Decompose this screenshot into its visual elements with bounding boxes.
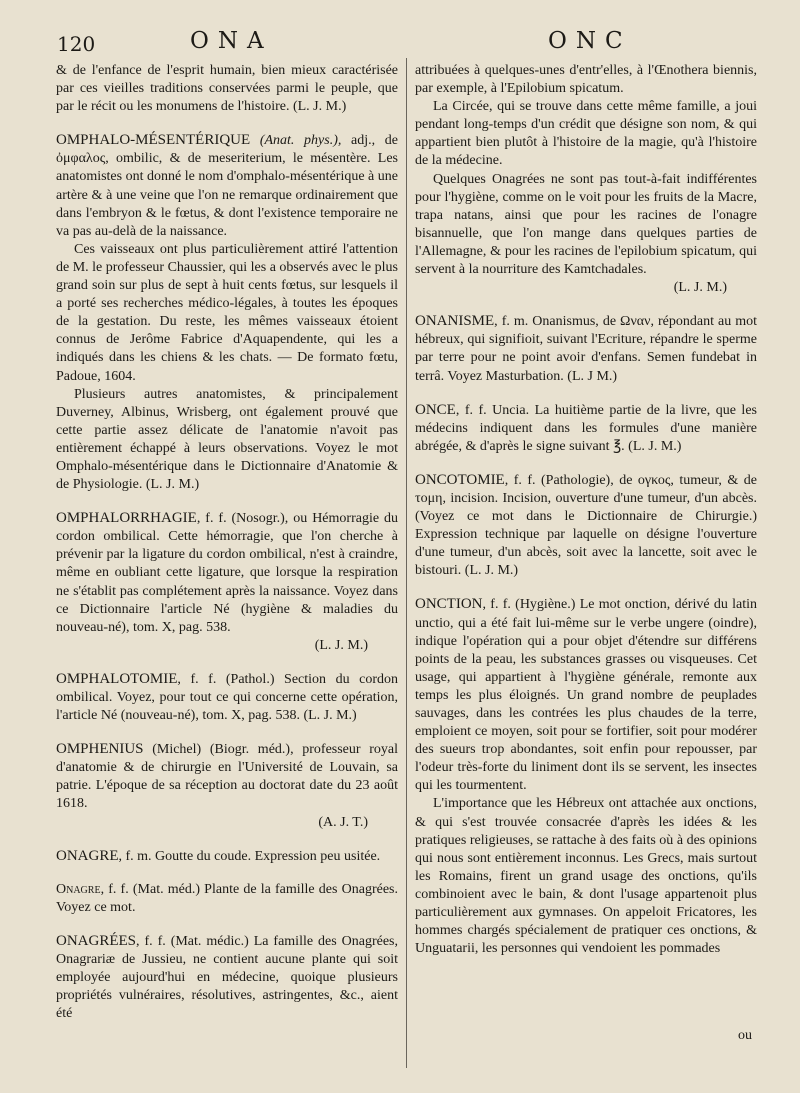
entry-onagre	[56, 847, 398, 866]
left-column	[56, 62, 398, 1023]
right-running-head: ONC	[548, 28, 632, 54]
catchword: ou	[738, 1028, 752, 1043]
signature: (A. J. T.)	[318, 814, 368, 830]
entry-onanisme	[415, 312, 757, 385]
entry-oncotomie	[415, 471, 757, 581]
entry-text: , f. f. (Mat. médic.) La famille des Onagrées, Onagrariæ de Jussieu, ne contient aucune plante qui soit employée aujourd'hui en médecine, quoique plusieurs propriétés vulnéraires, résolutives, astringentes, &c., aient été	[56, 933, 398, 1022]
paragraph: Ces vaisseaux ont plus particulièrement attiré l'attention de M. le professeur Chaussier, qui les a observés avec le plus grand soin sur plus de sept à huit cents fœtus, sur lesquels il a porté ses recherches médico-légales, à toutes les époques de la gestation. Du reste, les mêmes vaisseaux étoient connus de Jerôme Fabrice d'Aquapendente, qui les a indiqués dans les chiens & les chats. — De formato fœtu, Padoue, 1604.	[56, 241, 398, 384]
entry-headword: ONCE	[415, 401, 456, 418]
paragraph: attribuées à quelques-unes d'entr'elles, à l'Œnothera biennis, par exemple, à l'Epilobium spicatum.	[415, 63, 757, 97]
entry-text: (Michel) (Biogr. méd.), professeur royal d'anatomie & de chirurgie en l'Université de Louvain, sa patrie. L'époque de sa réception au doctorat date du 23 août 1618.	[56, 742, 399, 812]
column-divider	[406, 58, 407, 1068]
right-column	[415, 62, 757, 958]
signature: (L. J. M.)	[314, 637, 368, 653]
entry-text: , f. m. Goutte du coude. Expression peu usitée.	[118, 848, 381, 864]
paragraph: Quelques Onagrées ne sont pas tout-à-fait indifférentes pour l'hygiène, comme on le voit pour les fruits de la Macre, trapa natans, ainsi que pour les racines de l'onagre bisannuelle, que l'on mange dans quelques parties de l'Allemagne, & pour les racines de l'epilobium spicatum, qui servent à la nourriture des Kamtchadales.	[415, 171, 757, 278]
entry-headword: ONCOTOMIE	[415, 471, 505, 488]
entry-headword: OMPHENIUS	[56, 741, 144, 758]
entry-headword: OMPHALORRHAGIE	[56, 510, 197, 527]
paragraph: & de l'enfance de l'esprit humain, bien mieux caractérisée par ces vieilles traditions conservées parmi le peuple, que par le récit ou les monumens de l'histoire. (L. J. M.)	[56, 63, 398, 115]
entry-headword: OMPHALO-MÉSENTÉRIQUE	[56, 132, 251, 149]
entry-text: , f. f. (Pathol.) Section du cordon ombilical. Voyez, pour tout ce qui concerne cette opération, l'article Né (nouveau-né), tom. X, pag. 538. (L. J. M.)	[56, 671, 398, 724]
entry-headword: ONANISME	[415, 313, 495, 330]
running-header	[0, 26, 800, 60]
entry-headword: ONCTION	[415, 596, 483, 613]
entry-tag: (Anat. phys.),	[259, 133, 342, 149]
entry-headword: ONAGRÉES	[56, 932, 137, 949]
page-number: 120	[57, 32, 96, 56]
entry-text: adj., de ὀμφαλος, ombilic, & de meseriterium, le mésentère. Les anatomistes ont donné le nom d'omphalo-mésentérique à une artère & à une veine que l'on ne remarque ordinairement que dans l'embryon & le fœtus, & dont l'existence temporaire ne va pas au-delà de la naissance.	[56, 133, 398, 239]
paragraph: La Circée, qui se trouve dans cette même famille, a joui pendant long-temps d'un crédit que désigne son nom, & qui appartient bien plutôt à l'histoire de la magie, qu'à l'histoire de la médecine.	[415, 99, 757, 169]
entry-text: Hémorragie du cordon ombilical. Cette hémorragie, que l'on cherche à prévenir par la ligature du cordon ombilical, n'est à craindre, même en oubliant cette ligature, que lorsque la respiration ne s'établit pas complétement après la naissance. Voyez dans ce Dictionnaire l'article Né (hygiène & maladies du nouveau-né), tom. X, pag. 538.	[56, 511, 398, 635]
entry-onction	[415, 595, 757, 795]
entry-onagrees	[56, 932, 398, 1023]
entry-headword: OMPHALOTOMIE	[56, 670, 178, 687]
entry-text: , f. f. Uncia. La huitième partie de la livre, que les médecins indiquent dans les formules d'une manière abrégée, & d'après le signe suivant ℥. (L. J. M.)	[415, 402, 757, 454]
entry-omphalotomie	[56, 670, 398, 725]
entry-headword: Onagre	[56, 881, 101, 897]
entry-text: , f. f. (Hygiène.) Le mot onction, dérivé du latin unctio, qui a été fait lui-même sur le verbe ungere (oindre), indique l'opération qui a pour objet d'étendre sur différens points de la peau, les substances grasses ou visqueuses. Cet usage, qui appartient à l'hygiène générale, remonte aux temps les plus éloignés. Un grand nombre de peuplades sauvages, dans les contrées les plus chaudes de la terre, emploient ce moyen, soit pour se fortifier, soit pour modérer des sueurs trop abondantes, soit enfin pour repousser, par l'odeur très-forte du liniment dont ils se servent, les insectes qui les tourmentent.	[415, 597, 757, 794]
entry-text: , f. f. (Pathologie), de ογκος, tumeur, & de τομη, incision. Incision, ouverture d'une tumeur, d'un abcès. (Voyez ce mot dans le Dictionnaire de Chirurgie.) Expression technique par laquelle on désigne l'ouverture d'une tumeur, d'un abcès, soit avec la lancette, soit avec le bistouri. (L. J. M.)	[415, 472, 757, 579]
entry-text: , f. m. Onanismus, de Ωναν, répondant au mot hébreux, qui signifioit, suivant l'Ecriture, répandre le sperme par terre pour ne point avoir d'enfans. Semen fundebat in terrâ. Voyez Masturbation. (L. J M.)	[415, 314, 757, 384]
paragraph: L'importance que les Hébreux ont attachée aux onctions, & qui s'est trouvée consacrée d'après les idées & les pratiques religieuses, se rattache à des faits où à des opinions qui nous sont entièrement inconnus. Les Grecs, mais surtout les Romains, firent un grand usage des onctions, qu'ils combinoient avec le bain, & dont l'usage appartenoit plus particulièrement aux gymnases. On appeloit Fricatores, les hommes chargés spécialement de pratiquer ces onctions, & Unguatarii, les personnes qui vendoient les pommades	[415, 796, 757, 957]
entry-omphalo-mesenterique	[56, 131, 398, 241]
entry-omphalorrhagie	[56, 509, 398, 637]
entry-onagre-mat-med	[56, 881, 398, 917]
paragraph: Plusieurs autres anatomistes, & principalement Duverney, Albinus, Wrisberg, ont également prouvé que cette partie assez délicate de l'anatomie n'avoit pas entièrement échappé à leurs observations. Voyez le mot Omphalo-mésentérique dans le Dictionnaire d'Anatomie & de Physiologie. (L. J. M.)	[56, 386, 398, 493]
signature: (L. J. M.)	[673, 280, 727, 296]
entry-headword: ONAGRE	[56, 847, 119, 864]
entry-omphenius	[56, 740, 398, 813]
entry-once	[415, 401, 757, 456]
entry-tag: , f. f. (Nosogr.), ou	[196, 511, 308, 527]
left-running-head: ONA	[190, 28, 273, 54]
entry-text: , f. f. (Mat. méd.) Plante de la famille des Onagrées. Voyez ce mot.	[56, 881, 398, 915]
